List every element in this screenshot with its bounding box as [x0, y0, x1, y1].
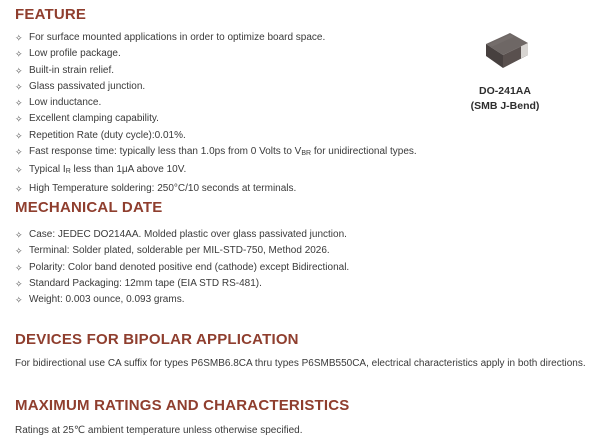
- diamond-bullet-icon: ✧: [15, 278, 23, 289]
- max-ratings-note: Ratings at 25℃ ambient temperature unless otherwise specified.: [15, 425, 303, 436]
- smb-package-image: [474, 28, 536, 78]
- max-ratings-heading: MAXIMUM RATINGS AND CHARACTERISTICS: [15, 397, 350, 414]
- diamond-bullet-icon: ✧: [15, 114, 23, 125]
- package-name: DO-241AA: [479, 85, 531, 97]
- diamond-bullet-icon: ✧: [15, 165, 23, 176]
- diamond-bullet-icon: ✧: [15, 49, 23, 60]
- diamond-bullet-icon: ✧: [15, 230, 23, 240]
- feature-item-text: Low profile package.: [29, 48, 121, 60]
- feature-item-text: Glass passivated junction.: [29, 80, 146, 92]
- package-figure: [438, 28, 572, 114]
- max-ratings-section: [15, 397, 587, 438]
- diamond-bullet-icon: ✧: [15, 295, 23, 306]
- mechanical-list: [15, 227, 349, 308]
- feature-item-text: Typical I: [29, 164, 66, 176]
- diamond-bullet-icon: ✧: [15, 65, 23, 76]
- mechanical-heading: MECHANICAL DATE: [15, 199, 163, 216]
- subscript-text: BR: [301, 150, 312, 158]
- diamond-bullet-icon: ✧: [15, 130, 23, 141]
- mechanical-item-text: Case: JEDEC DO214AA. Molded plastic over glass passivated junction.: [29, 229, 347, 240]
- diamond-bullet-icon: ✧: [15, 98, 23, 109]
- feature-list: [15, 30, 417, 197]
- mechanical-item-text: Standard Packaging: 12mm tape (EIA STD RS-481).: [29, 277, 262, 289]
- feature-item-text: Fast response time: typically less than 1.0ps from 0 Volts to V: [29, 146, 302, 158]
- feature-item: [15, 79, 417, 95]
- feature-item-text: Built-in strain relief.: [29, 64, 115, 76]
- diamond-bullet-icon: ✧: [15, 33, 23, 43]
- feature-item-text: Low inductance.: [29, 97, 102, 109]
- package-variant: (SMB J-Bend): [470, 100, 540, 112]
- diamond-bullet-icon: ✧: [15, 81, 23, 92]
- mechanical-item: [15, 292, 349, 308]
- feature-item: [15, 181, 417, 197]
- bipolar-heading: DEVICES FOR BIPOLAR APPLICATION: [15, 331, 299, 348]
- feature-item: [15, 162, 417, 180]
- mechanical-item: [15, 243, 349, 259]
- feature-item-text: High Temperature soldering: 250°C/10 seconds at terminals.: [29, 182, 297, 194]
- feature-item: [15, 63, 417, 79]
- feature-item-text: Repetition Rate (duty cycle):0.01%.: [29, 129, 186, 141]
- diamond-bullet-icon: ✧: [15, 147, 23, 158]
- mechanical-item-text: Polarity: Color band denoted positive end (cathode) except Bidirectional.: [29, 261, 350, 273]
- mechanical-item-text: Weight: 0.003 ounce, 0.093 grams.: [29, 294, 185, 306]
- mechanical-item-text: Terminal: Solder plated, solderable per MIL-STD-750, Method 2026.: [29, 245, 330, 257]
- feature-item: [15, 111, 417, 127]
- bipolar-paragraph: For bidirectional use CA suffix for types P6SMB6.8CA thru types P6SMB550CA, electrical characteristics apply in both directions.: [15, 358, 586, 369]
- diamond-bullet-icon: ✧: [15, 183, 23, 194]
- feature-item: [15, 95, 417, 111]
- mechanical-item: [15, 227, 349, 243]
- feature-section: [15, 6, 417, 197]
- mechanical-item: [15, 260, 349, 276]
- feature-item-text: less than 1μA above 10V.: [70, 164, 187, 176]
- diamond-bullet-icon: ✧: [15, 246, 23, 257]
- mechanical-section: [15, 199, 349, 308]
- feature-heading: FEATURE: [15, 6, 87, 23]
- feature-item: [15, 30, 417, 46]
- feature-item: [15, 128, 417, 144]
- feature-item-text: for unidirectional types.: [311, 146, 417, 158]
- mechanical-item: [15, 276, 349, 292]
- bipolar-section: [15, 331, 587, 371]
- feature-item: [15, 144, 417, 162]
- subscript-text: R: [65, 168, 71, 176]
- diamond-bullet-icon: ✧: [15, 262, 23, 273]
- feature-item: [15, 46, 417, 62]
- feature-item-text: Excellent clamping capability.: [29, 113, 159, 125]
- feature-item-text: For surface mounted applications in order to optimize board space.: [29, 32, 326, 43]
